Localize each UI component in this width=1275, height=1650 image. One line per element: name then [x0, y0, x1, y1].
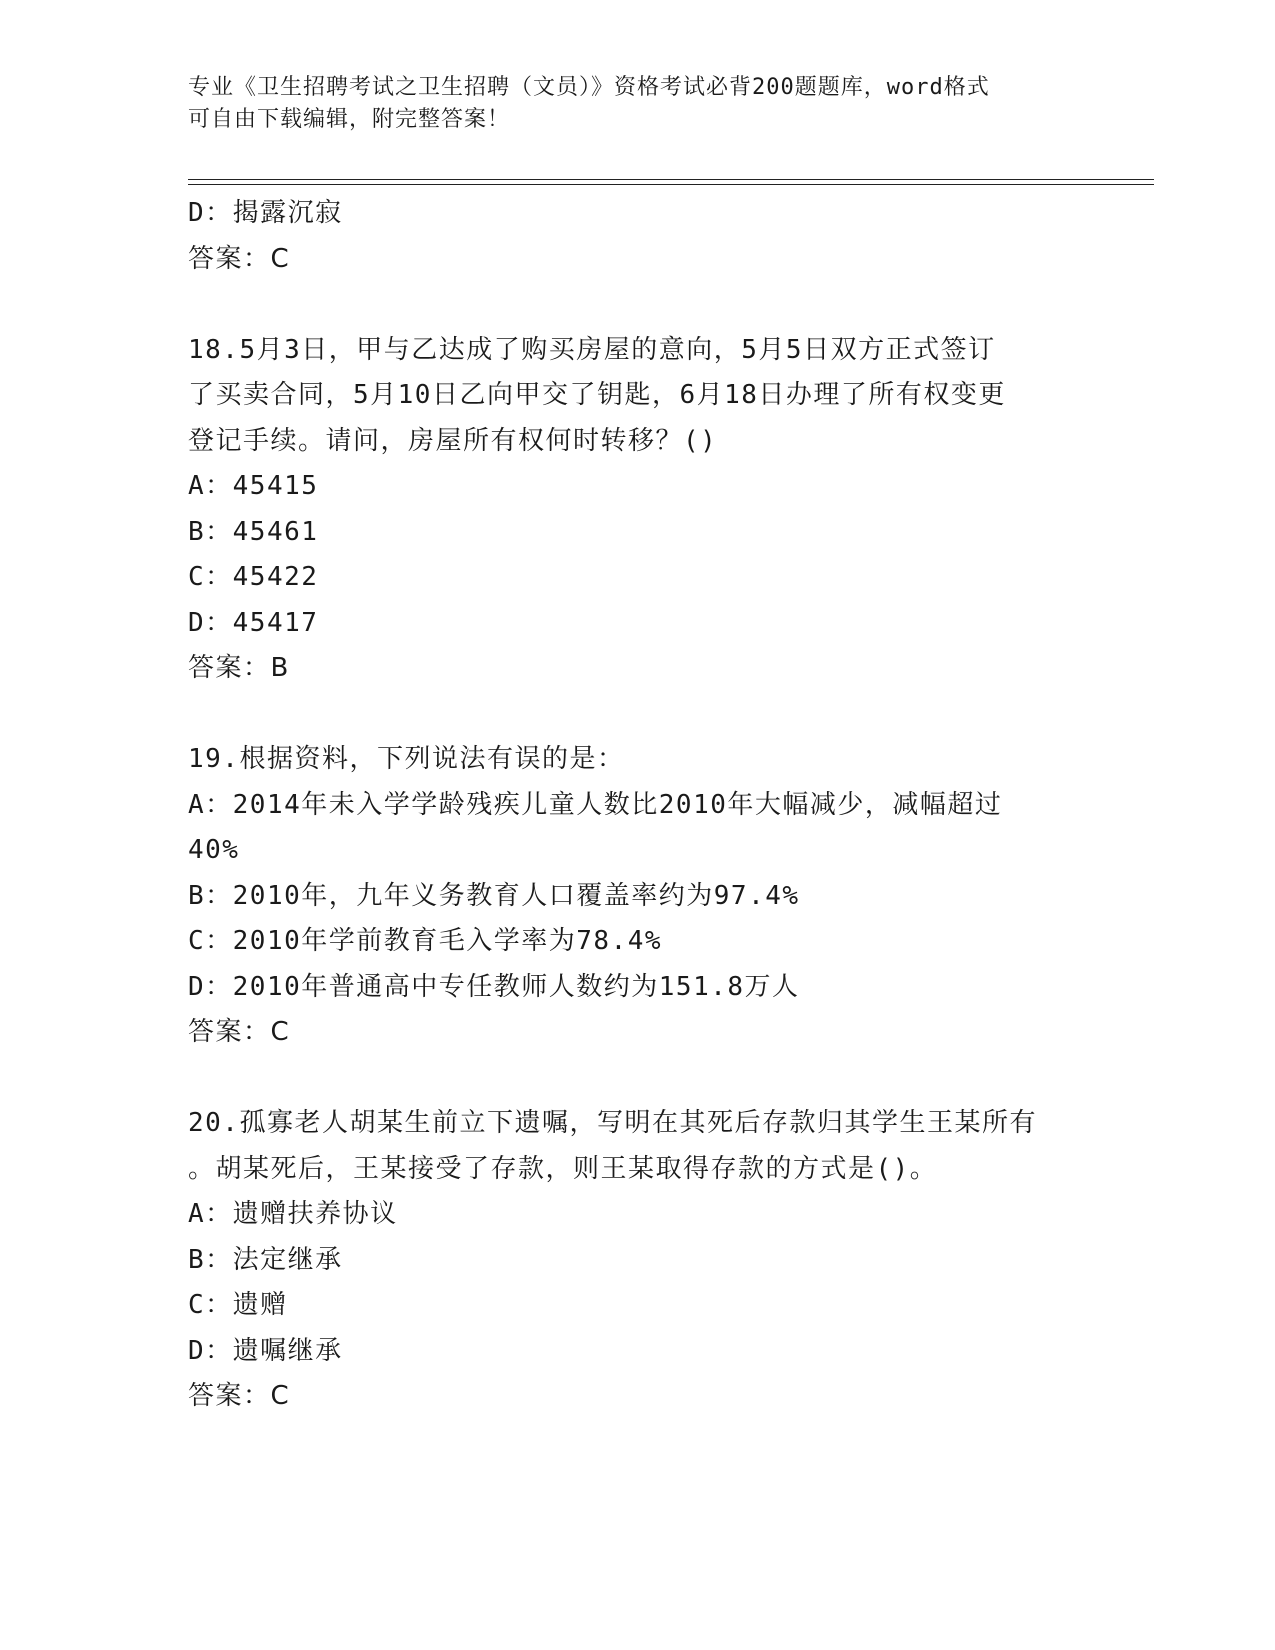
document-header — [188, 72, 1068, 136]
answer: 答案：B — [188, 653, 290, 683]
question-stem-line: 登记手续。请问，房屋所有权何时转移？() — [188, 425, 718, 456]
question-stem-line: 18.5月3日，甲与乙达成了购买房屋的意向，5月5日双方正式签订 — [188, 334, 996, 365]
question-stem-line: 了买卖合同，5月10日乙向甲交了钥匙，6月18日办理了所有权变更 — [188, 380, 1006, 410]
spacer — [188, 1056, 1088, 1102]
option-c: C：遗赠 — [188, 1290, 288, 1320]
header-title-line-1: 专业《卫生招聘考试之卫生招聘（文员）》资格考试必背200题题库，word格式 — [188, 75, 990, 100]
spacer — [188, 282, 1088, 328]
prev-option-d: D：揭露沉寂 — [188, 198, 343, 228]
option-d: D：遗嘱继承 — [188, 1335, 343, 1366]
question-18 — [188, 328, 1088, 692]
option-b: B：2010年，九年义务教育人口覆盖率约为97.4% — [188, 880, 800, 911]
option-d: D：2010年普通高中专任教师人数约为151.8万人 — [188, 971, 800, 1002]
question-list — [188, 191, 1088, 1420]
question-stem-line: 。胡某死后，王某接受了存款，则王某取得存款的方式是()。 — [188, 1153, 938, 1184]
header-divider-bottom — [188, 184, 1154, 185]
option-b: B：法定继承 — [188, 1244, 343, 1275]
header-title-line-2: 可自由下载编辑，附完整答案！ — [188, 107, 511, 132]
option-c: C：2010年学前教育毛入学率为78.4% — [188, 926, 663, 956]
header-divider-top — [188, 179, 1154, 180]
question-20 — [188, 1101, 1088, 1420]
option-a: A：2014年未入学学龄残疾儿童人数比2010年大幅减少，减幅超过 — [188, 789, 1003, 820]
option-c: C：45422 — [188, 562, 319, 592]
option-a: A：遗赠扶养协议 — [188, 1199, 398, 1229]
question-stem-line: 19.根据资料，下列说法有误的是： — [188, 744, 625, 774]
question-19 — [188, 737, 1088, 1056]
option-a-continued: 40% — [188, 835, 240, 865]
answer: 答案：C — [188, 1381, 291, 1411]
prev-answer: 答案：C — [188, 243, 291, 274]
option-b: B：45461 — [188, 516, 319, 547]
option-a: A：45415 — [188, 471, 319, 501]
question-stem-line: 20.孤寡老人胡某生前立下遗嘱，写明在其死后存款归其学生王某所有 — [188, 1108, 1037, 1138]
answer: 答案：C — [188, 1017, 291, 1047]
spacer — [188, 692, 1088, 738]
option-d: D：45417 — [188, 607, 319, 638]
